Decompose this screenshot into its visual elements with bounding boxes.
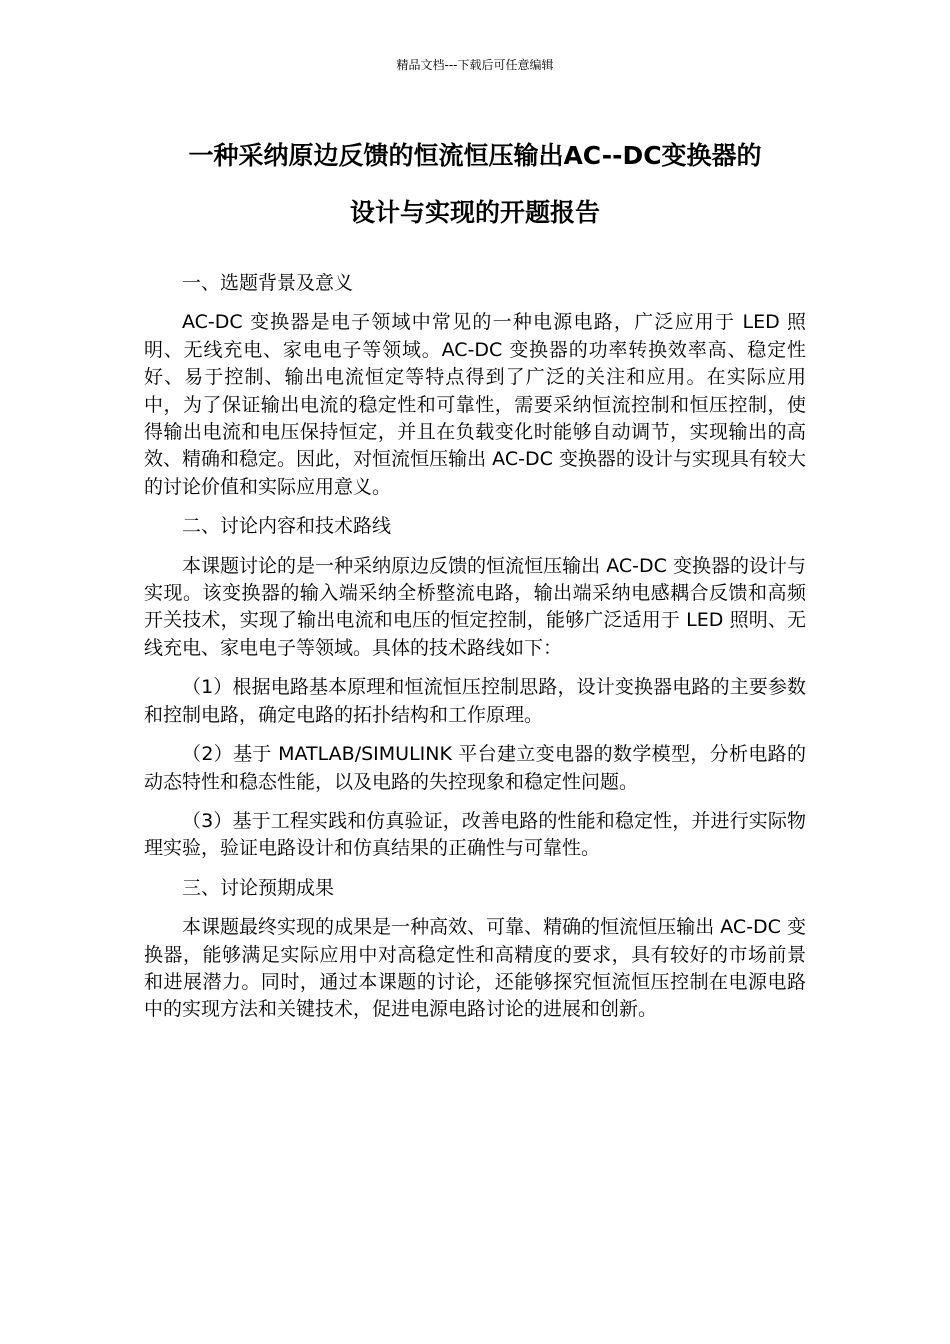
document-title-line-2: 设计与实现的开题报告 (349, 198, 600, 227)
list-item-route-2: （2）基于 MATLAB/SIMULINK 平台建立变电器的数学模型，分析电路的动态特性和稳态性能，以及电路的失控现象和稳定性问题。 (144, 743, 806, 793)
section-heading-expected-results: 三、讨论预期成果 (182, 876, 335, 899)
paragraph-background: AC-DC 变换器是电子领域中常见的一种电源电路，广泛应用于 LED 照明、无线充电、家电电子等领域。AC-DC 变换器的功率转换效率高、稳定性好、易于控制、输出电流恒定等特点得到了广泛的关注和应用。在实际应用中，为了保证输出电流的稳定性和可靠性，需要采纳恒流控制和恒压控制，使得输出电流和电压保持恒定，并且在负载变化时能够自动调节，实现输出的高效、精确和稳定。因此，对恒流恒压输出 AC-DC 变换器的设计与实现具有较大的讨论价值和实际应用意义。 (144, 311, 806, 498)
paragraph-expected-results: 本课题最终实现的成果是一种高效、可靠、精确的恒流恒压输出 AC-DC 变换器，能够满足实际应用中对高稳定性和高精度的要求，具有较好的市场前景和进展潜力。同时，通过本课题的讨论，还能够探究恒流恒压控制在电源电路中的实现方法和关键技术，促进电源电路讨论的进展和创新。 (144, 916, 806, 1021)
document-body (144, 270, 806, 1024)
section-heading-background: 一、选题背景及意义 (182, 272, 354, 294)
paragraph-research-content: 本课题讨论的是一种采纳原边反馈的恒流恒压输出 AC-DC 变换器的设计与实现。该变换器的输入端采纳全桥整流电路，输出端采纳电感耦合反馈和高频开关技术，实现了输出电流和电压的恒定控制，能够广泛适用于 LED 照明、无线充电、家电电子等领域。具体的技术路线如下： (144, 554, 806, 659)
section-heading-research-content: 二、讨论内容和技术路线 (182, 515, 392, 538)
list-item-route-1: （1）根据电路基本原理和恒流恒压控制思路，设计变换器电路的主要参数和控制电路，确定电路的拓扑结构和工作原理。 (144, 676, 806, 726)
header-note: 精品文档---下载后可任意编辑 (396, 58, 554, 72)
list-item-route-3: （3）基于工程实践和仿真验证，改善电路的性能和稳定性，并进行实际物理实验，验证电路设计和仿真结果的正确性与可靠性。 (144, 809, 806, 860)
document-title-line-1: 一种采纳原边反馈的恒流恒压输出AC--DC变换器的 (188, 141, 762, 170)
